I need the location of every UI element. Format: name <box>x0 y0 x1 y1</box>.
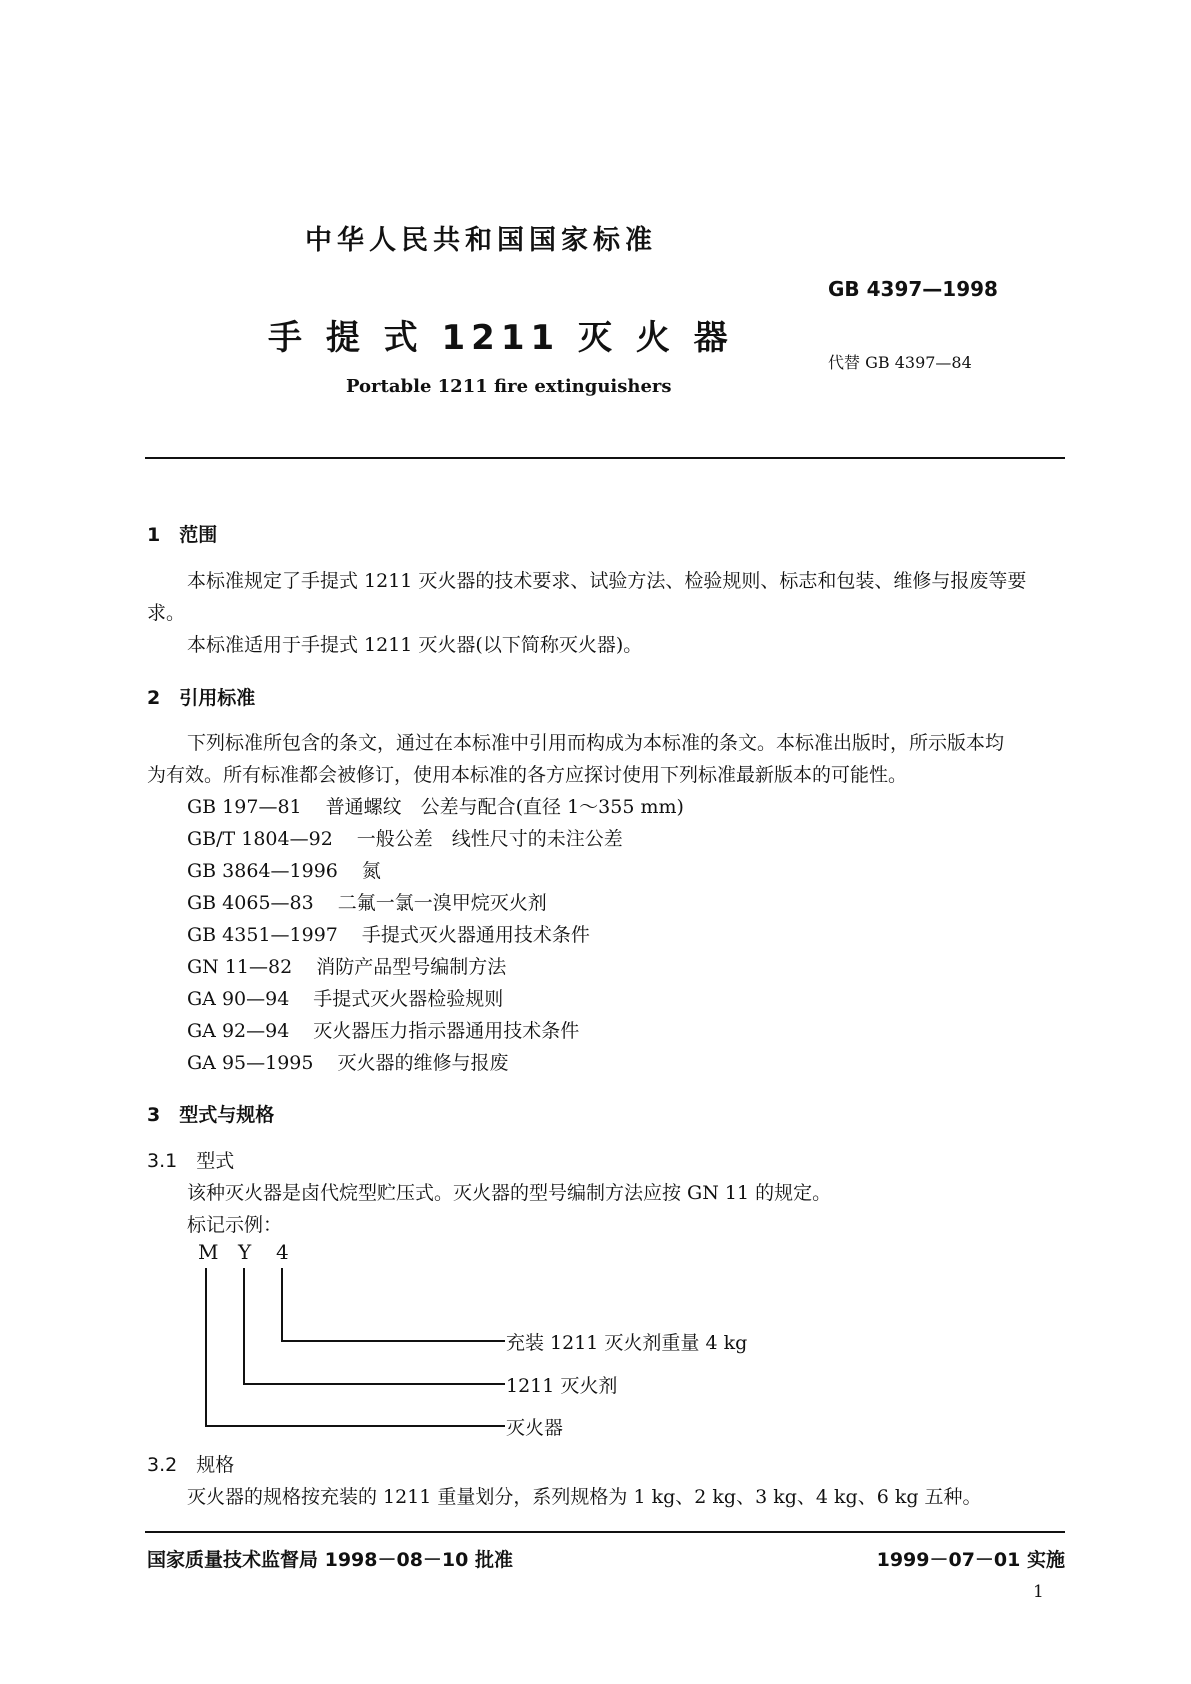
implementation-date: 1999－07－01 实施 <box>876 1549 1065 1571</box>
reference-code: GB 197—81 <box>187 796 302 818</box>
leader-line-horizontal <box>281 1340 505 1342</box>
leader-line-vertical <box>205 1268 207 1426</box>
section-2-intro-line-2: 为有效。所有标准都会被修订，使用本标准的各方应探讨使用下列标准最新版本的可能性。 <box>147 764 908 786</box>
marking-label-extinguisher: 灭火器 <box>506 1417 564 1439</box>
section-3-2-text: 灭火器的规格按充装的 1211 重量划分，系列规格为 1 kg、2 kg、3 kg、4 kg、6 kg 五种。 <box>187 1486 982 1508</box>
section-2-intro-line-1: 下列标准所包含的条文，通过在本标准中引用而构成为本标准的条文。本标准出版时，所示版本均 <box>187 732 1005 754</box>
reference-title: 普通螺纹 公差与配合(直径 1～355 mm) <box>325 796 684 818</box>
leader-line-horizontal <box>243 1383 505 1385</box>
section-3-1-heading: 3.1 型式 <box>147 1150 235 1172</box>
reference-title: 灭火器压力指示器通用技术条件 <box>313 1020 580 1042</box>
reference-title: 消防产品型号编制方法 <box>316 956 507 978</box>
footer-rule <box>145 1531 1065 1533</box>
reference-item <box>187 1048 508 1075</box>
page-number: 1 <box>1033 1582 1044 1602</box>
section-3-2-heading: 3.2 规格 <box>147 1454 235 1476</box>
reference-item <box>187 1016 579 1043</box>
marking-label-fill-weight: 充装 1211 灭火剂重量 4 kg <box>506 1332 748 1354</box>
reference-item <box>187 888 547 915</box>
marking-example-label: 标记示例： <box>187 1214 283 1236</box>
marking-letter-y: Y <box>238 1240 252 1264</box>
reference-item <box>187 792 684 819</box>
reference-code: GA 95—1995 <box>187 1052 314 1074</box>
reference-item <box>187 952 506 979</box>
reference-title: 二氟一氯一溴甲烷灭火剂 <box>337 892 547 914</box>
standard-number: GB 4397—1998 <box>828 277 998 301</box>
document-title-cn: 手 提 式 1211 灭 火 器 <box>268 318 734 358</box>
section-3-1-text: 该种灭火器是卤代烷型贮压式。灭火器的型号编制方法应按 GN 11 的规定。 <box>187 1182 832 1204</box>
replaces-standard: 代替 GB 4397—84 <box>828 353 972 372</box>
section-1-heading: 1 范围 <box>147 524 218 546</box>
reference-item <box>187 920 590 947</box>
reference-item <box>187 824 623 851</box>
leader-line-horizontal <box>205 1425 505 1427</box>
leader-line-vertical <box>281 1268 283 1341</box>
header-rule <box>145 457 1065 459</box>
section-2-heading: 2 引用标准 <box>147 687 256 709</box>
reference-title: 手提式灭火器检验规则 <box>313 988 504 1010</box>
section-1-paragraph-1-line-2: 求。 <box>147 602 186 624</box>
reference-code: GA 90—94 <box>187 988 290 1010</box>
section-3-heading: 3 型式与规格 <box>147 1104 275 1126</box>
section-1-paragraph-2: 本标准适用于手提式 1211 灭火器(以下简称灭火器)。 <box>187 634 643 656</box>
reference-code: GB 4065—83 <box>187 892 314 914</box>
document-title-en: Portable 1211 fire extinguishers <box>346 376 672 397</box>
section-1-paragraph-1-line-1: 本标准规定了手提式 1211 灭火器的技术要求、试验方法、检验规则、标志和包装、维修与报废等要 <box>187 570 1027 592</box>
marking-label-agent: 1211 灭火剂 <box>506 1375 618 1397</box>
reference-title: 氮 <box>361 860 381 882</box>
reference-code: GN 11—82 <box>187 956 293 978</box>
reference-code: GB 4351—1997 <box>187 924 338 946</box>
leader-line-vertical <box>243 1268 245 1384</box>
reference-code: GA 92—94 <box>187 1020 290 1042</box>
approval-notice: 国家质量技术监督局 1998－08－10 批准 <box>147 1549 513 1571</box>
reference-item <box>187 856 381 883</box>
marking-letter-m: M <box>198 1240 219 1264</box>
reference-title: 灭火器的维修与报废 <box>337 1052 509 1074</box>
national-standard-heading: 中华人民共和国国家标准 <box>305 225 657 256</box>
reference-code: GB/T 1804—92 <box>187 828 333 850</box>
reference-title: 一般公差 线性尺寸的未注公差 <box>356 828 623 850</box>
reference-item <box>187 984 503 1011</box>
reference-title: 手提式灭火器通用技术条件 <box>361 924 590 946</box>
reference-code: GB 3864—1996 <box>187 860 338 882</box>
marking-digit-4: 4 <box>276 1240 289 1264</box>
